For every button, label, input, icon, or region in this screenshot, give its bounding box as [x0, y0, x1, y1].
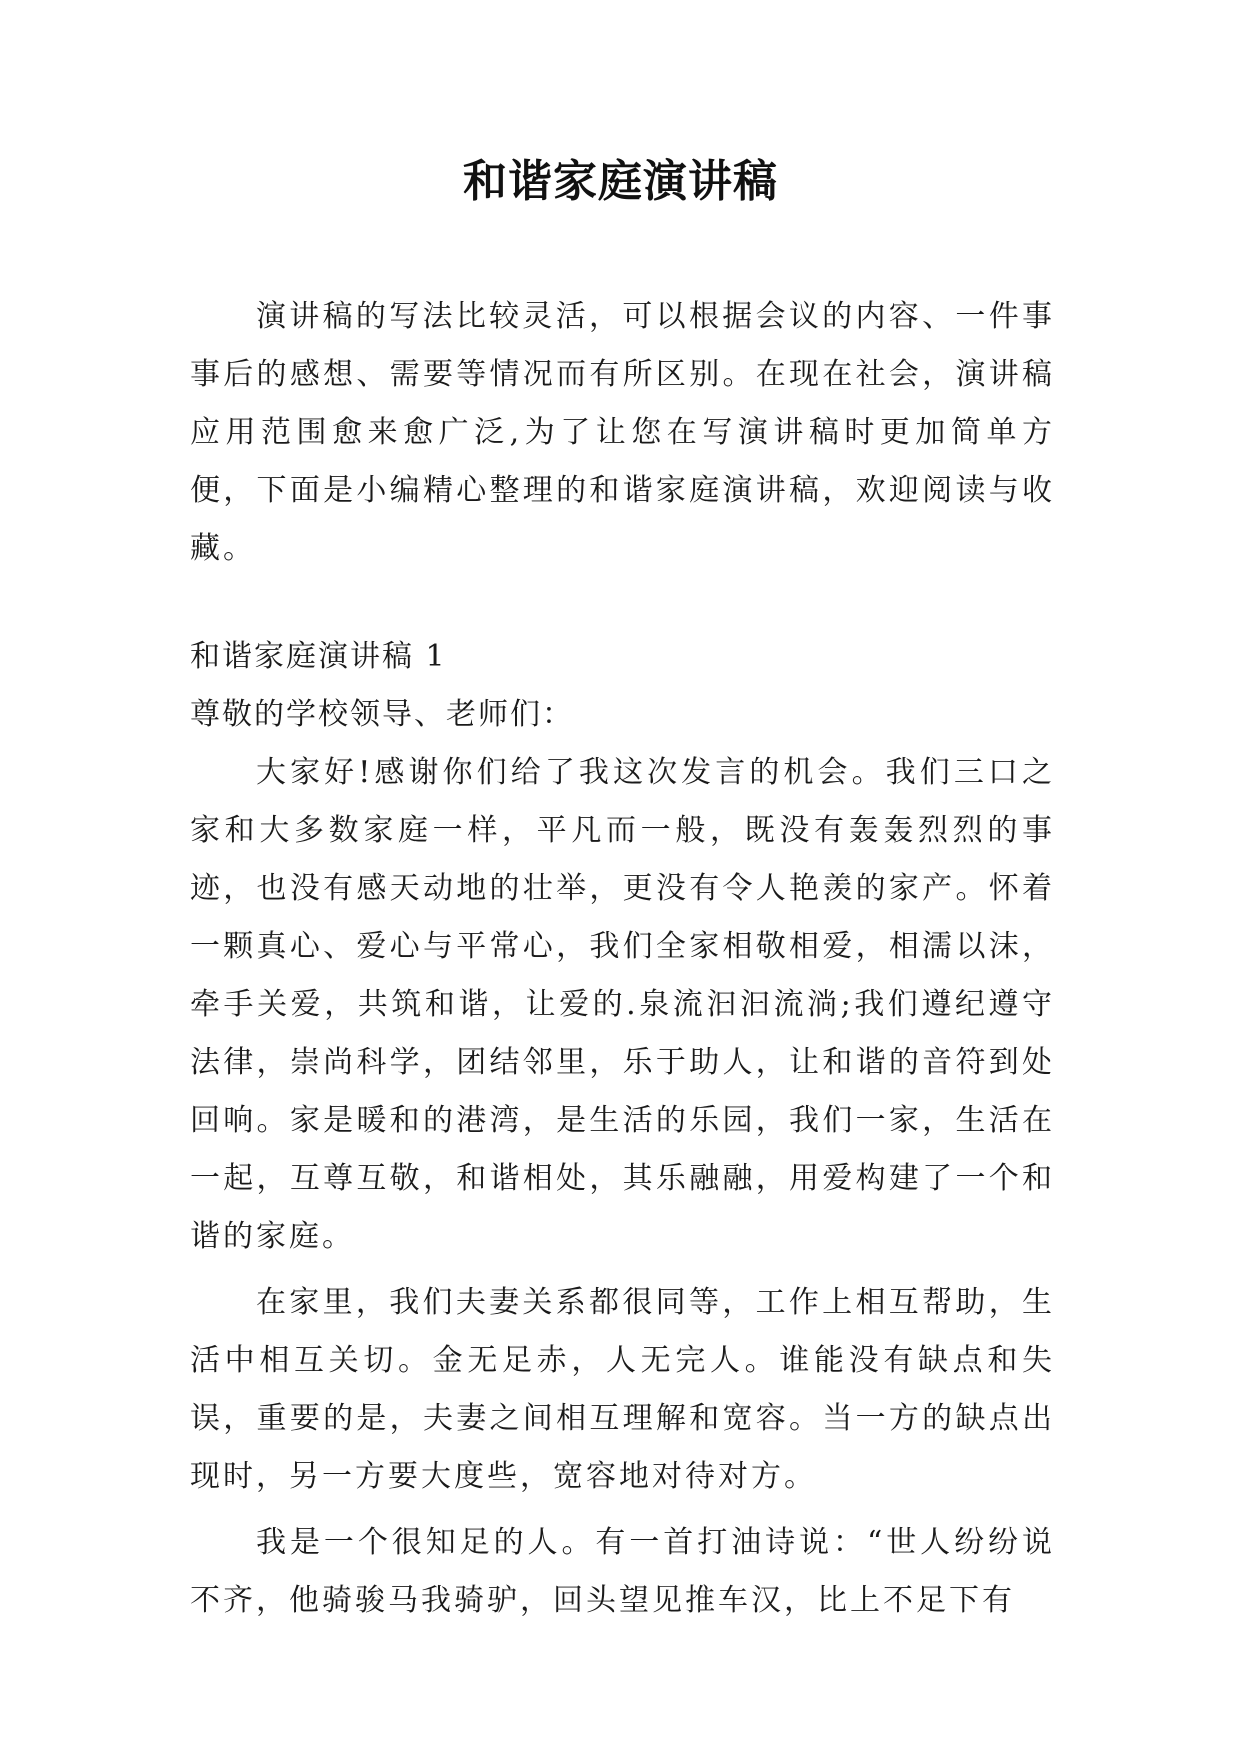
document-body	[190, 288, 1055, 1630]
section-heading: 和谐家庭演讲稿 1	[190, 639, 447, 674]
body-paragraph-1: 大家好!感谢你们给了我这次发言的机会。我们三口之家和大多数家庭一样，平凡而一般，既没有轰轰烈烈的事迹，也没有感天动地的壮举，更没有令人艳羡的家产。怀着一颗真心、爱心与平常心，我们全家相敬相爱，相濡以沫，牵手关爱，共筑和谐，让爱的.泉流汩汩流淌;我们遵纪遵守法律，崇尚科学，团结邻里，乐于助人，让和谐的音符到处回响。家是暖和的港湾，是生活的乐园，我们一家，生活在一起，互尊互敬，和谐相处，其乐融融，用爱构建了一个和谐的家庭。	[190, 755, 1055, 1254]
document-title: 和谐家庭演讲稿	[463, 156, 778, 207]
body-paragraph-2: 在家里，我们夫妻关系都很同等，工作上相互帮助，生活中相互关切。金无足赤，人无完人。谁能没有缺点和失误，重要的是，夫妻之间相互理解和宽容。当一方的缺点出现时，另一方要大度些，宽容地对待对方。	[190, 1285, 1055, 1494]
intro-paragraph: 演讲稿的写法比较灵活，可以根据会议的内容、一件事事后的感想、需要等情况而有所区别。在现在社会，演讲稿应用范围愈来愈广泛,为了让您在写演讲稿时更加简单方便，下面是小编精心整理的和谐家庭演讲稿，欢迎阅读与收藏。	[190, 299, 1055, 566]
body-paragraph-3: 我是一个很知足的人。有一首打油诗说：“世人纷纷说不齐，他骑骏马我骑驴，回头望见推车汉，比上不足下有	[190, 1525, 1055, 1618]
salutation: 尊敬的学校领导、老师们：	[190, 697, 574, 732]
